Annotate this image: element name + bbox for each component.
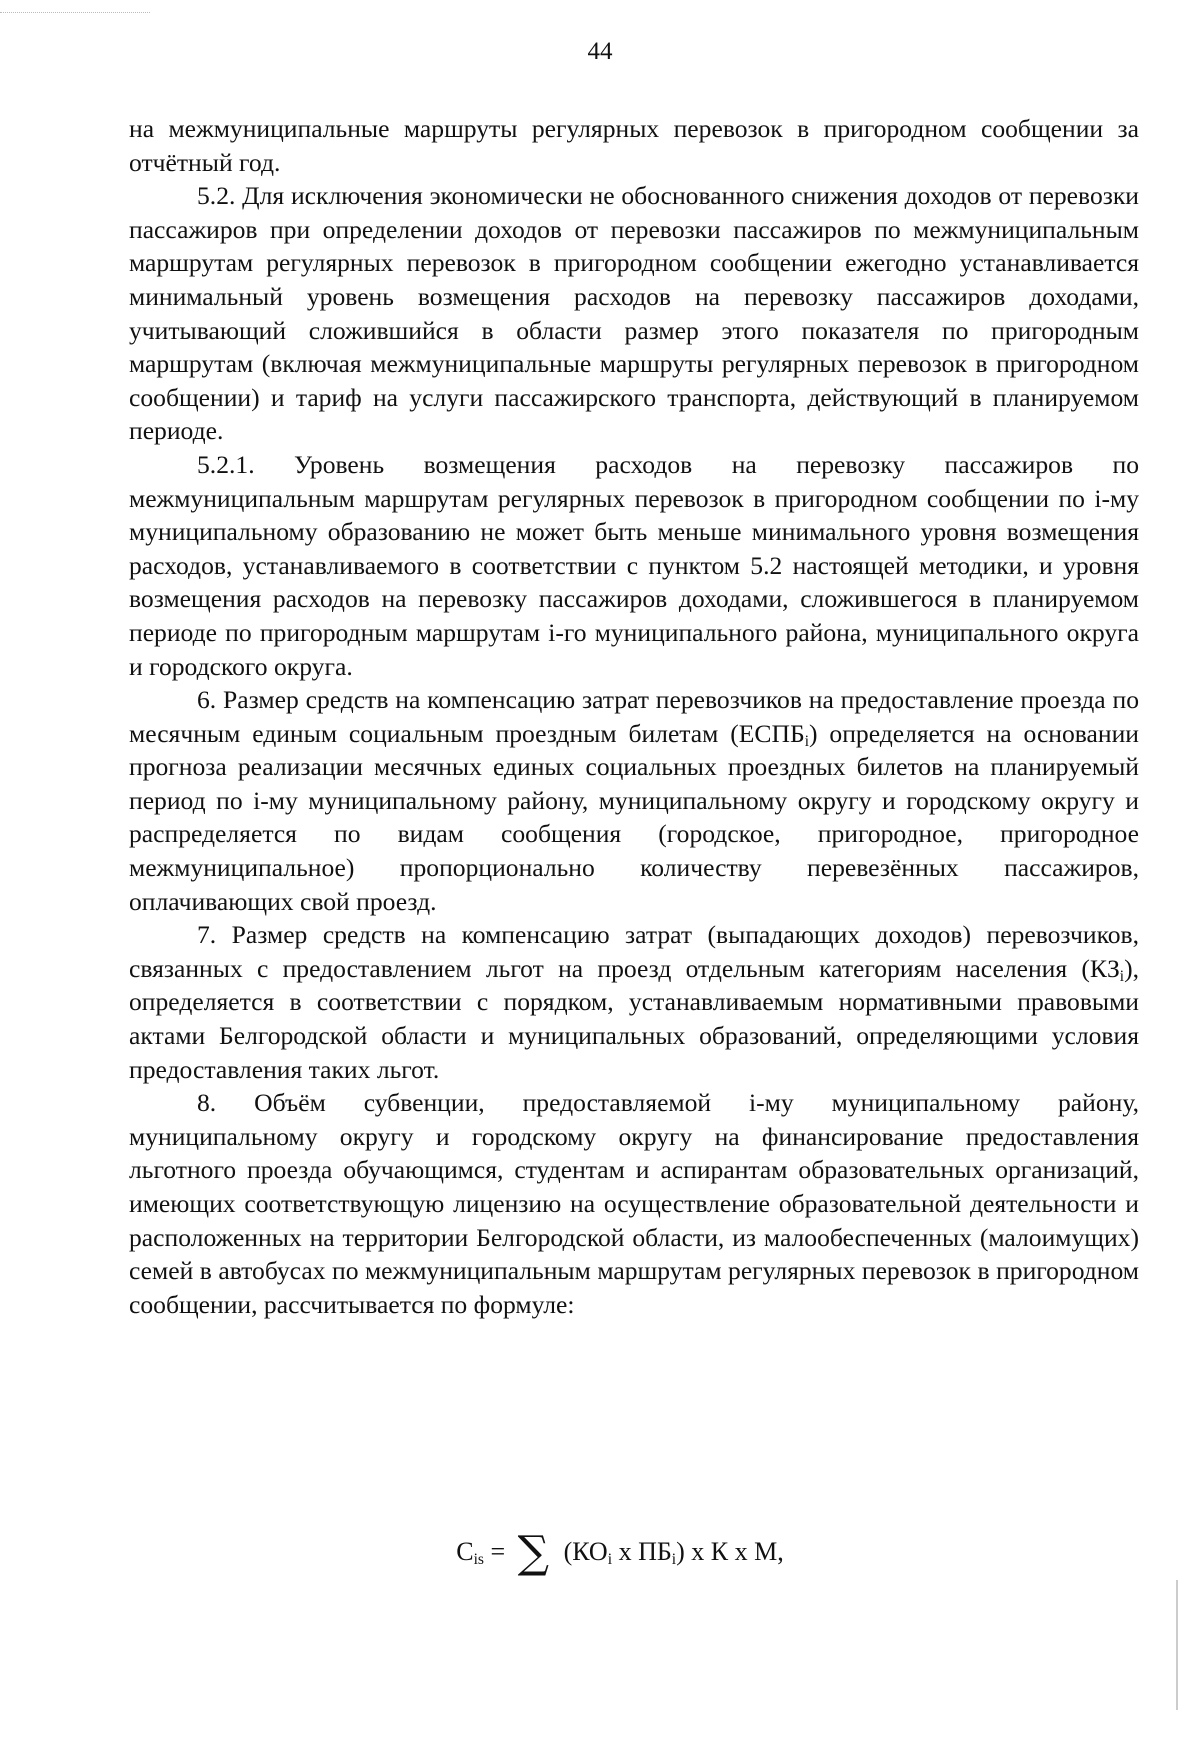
- paragraph: [129, 1086, 1139, 1321]
- formula-lhs: $C_{is}$: [456, 1537, 484, 1568]
- paragraph: [129, 918, 1139, 1086]
- sum-symbol: ∑: [517, 1527, 550, 1578]
- subscript: i: [1119, 967, 1125, 985]
- page-number: 44: [587, 38, 613, 65]
- scan-artifact-right: [1176, 1580, 1178, 1710]
- paragraph: [129, 448, 1139, 683]
- formula: [0, 1527, 1200, 1578]
- subscript: i: [804, 732, 809, 750]
- paragraph-text: 6. Размер средств на компенсацию затрат перевозчиков на предоставление проезда по месячным единым социальным проездным билетам (ЕСПБ: [129, 685, 1139, 748]
- scan-artifact: [0, 0, 150, 13]
- paragraph-text: 5.2. Для исключения экономически не обоснованного снижения доходов от перевозки пассажиров при определении доходов от перевозки пассажиров по межмуниципальным маршрутам регулярных перевозок в пригородном сообщении ежегодно устанавливается минимальный уровень возмещения расходов на перевозку пассажиров доходами, учитывающий сложившийся в области размер этого показателя по пригородным маршрутам (включая межмуниципальные маршруты регулярных перевозок в пригородном сообщении) и тариф на услуги пассажирского транспорта, действующий в планируемом периоде.: [129, 181, 1139, 446]
- paragraph-text: 8. Объём субвенции, предоставляемой i-му муниципальному району, муниципальному округу и городскому округу на финансирование предоставления льготного проезда обучающимся, студентам и аспирантам образовательных организаций, имеющих соответствующую лицензию на осуществление образовательной деятельности и расположенных на территории Белгородской области, из малообеспеченных (малоимущих) семей в автобусах по межмуниципальным маршрутам регулярных перевозок в пригородном сообщении, рассчитывается по формуле:: [129, 1088, 1139, 1319]
- formula-rhs: ($КО_i$ x $ПБ_i$) x К x М,: [563, 1537, 784, 1568]
- paragraph-text: на межмуниципальные маршруты регулярных перевозок в пригородном сообщении за отчётный год.: [129, 114, 1139, 177]
- formula-equals: =: [490, 1537, 506, 1566]
- paragraph: [129, 112, 1139, 179]
- paragraph-text: 5.2.1. Уровень возмещения расходов на перевозку пассажиров по межмуниципальным маршрутам регулярных перевозок в пригородном сообщении по i-му муниципальному образованию не может быть меньше минимального уровня возмещения расходов, устанавливаемого в соответствии с пунктом 5.2 настоящей методики, и уровня возмещения расходов на перевозку пассажиров доходами, сложившегося в планируемом периоде по пригородным маршрутам i-го муниципального района, муниципального округа и городского округа.: [129, 449, 1139, 681]
- paragraph-text: ), определяется в соответствии с порядком, устанавливаемым нормативными правовыми актами Белгородской области и муниципальных образований, определяющими условия предоставления таких льгот.: [129, 953, 1139, 1084]
- paragraph-text: 7. Размер средств на компенсацию затрат (выпадающих доходов) перевозчиков, связанных с предоставлением льгот на проезд отдельным категориям населения (КЗ: [129, 920, 1139, 983]
- body-text: [129, 112, 1139, 1321]
- paragraph-text: ) определяется на основании прогноза реализации месячных единых социальных проездных билетов на планируемый период по i-му муниципальному району, муниципальному округу и городскому округу и распределяется по видам сообщения (городское, пригородное, пригородное межмуниципальное) пропорционально количеству перевезённых пассажиров, оплачивающих свой проезд.: [129, 718, 1139, 916]
- paragraph: [129, 683, 1139, 918]
- paragraph: [129, 179, 1139, 448]
